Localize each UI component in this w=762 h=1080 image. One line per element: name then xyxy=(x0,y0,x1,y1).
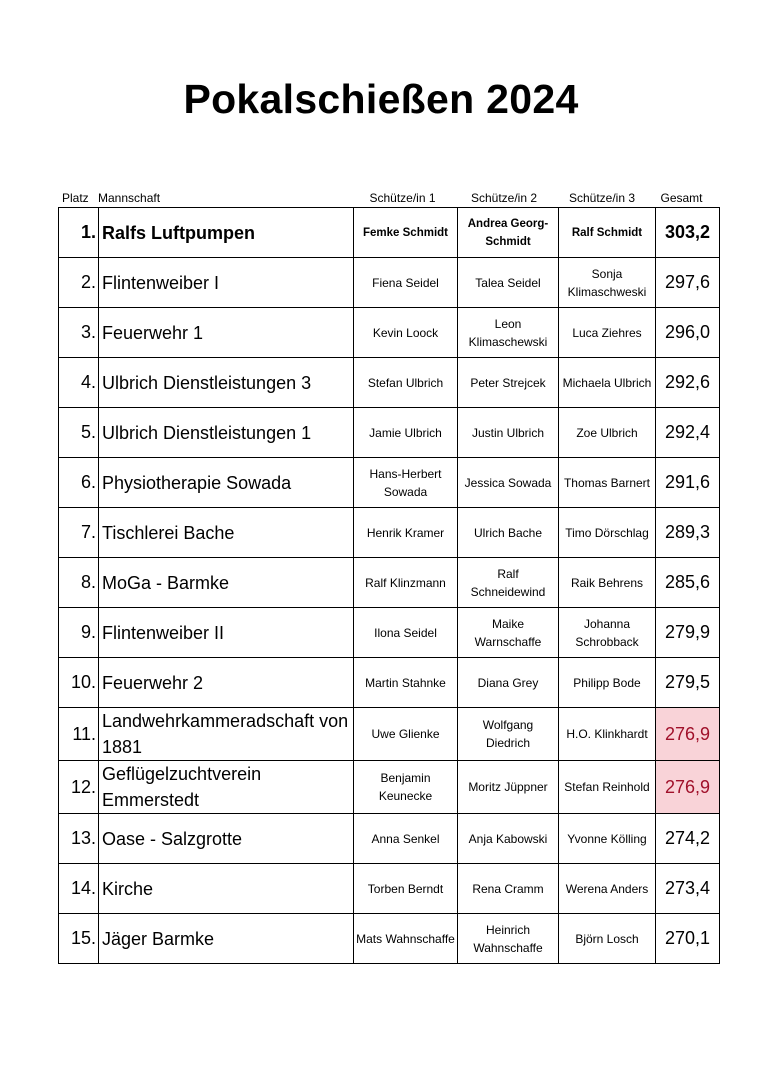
rank-cell: 13. xyxy=(59,814,99,864)
column-headers xyxy=(0,191,762,207)
schuetze-2-cell: Ulrich Bache xyxy=(458,508,559,558)
schuetze-1-cell: Mats Wahnschaffe xyxy=(354,914,458,964)
total-cell: 292,4 xyxy=(656,408,720,458)
schuetze-2-cell: Justin Ulbrich xyxy=(458,408,559,458)
schuetze-1-cell: Henrik Kramer xyxy=(354,508,458,558)
team-cell: Kirche xyxy=(99,864,354,914)
table-row xyxy=(59,708,720,761)
schuetze-2-cell: Anja Kabowski xyxy=(458,814,559,864)
header-schuetze-1: Schütze/in 1 xyxy=(369,191,436,205)
team-cell: Feuerwehr 2 xyxy=(99,658,354,708)
table-row xyxy=(59,814,720,864)
schuetze-2-cell: Jessica Sowada xyxy=(458,458,559,508)
schuetze-1-cell: Ralf Klinzmann xyxy=(354,558,458,608)
rank-cell: 3. xyxy=(59,308,99,358)
table-row xyxy=(59,508,720,558)
rank-cell: 7. xyxy=(59,508,99,558)
rank-cell: 4. xyxy=(59,358,99,408)
schuetze-1-cell: Ilona Seidel xyxy=(354,608,458,658)
table-row xyxy=(59,864,720,914)
schuetze-2-cell: Andrea Georg-Schmidt xyxy=(458,208,559,258)
schuetze-1-cell: Benjamin Keunecke xyxy=(354,761,458,814)
schuetze-2-cell: Moritz Jüppner xyxy=(458,761,559,814)
table-row xyxy=(59,358,720,408)
team-cell: Geflügelzuchtverein Emmerstedt xyxy=(99,761,354,814)
header-schuetze-2: Schütze/in 2 xyxy=(470,191,538,205)
header-gesamt: Gesamt xyxy=(660,191,703,205)
rank-cell: 14. xyxy=(59,864,99,914)
schuetze-3-cell: Raik Behrens xyxy=(559,558,656,608)
total-cell: 292,6 xyxy=(656,358,720,408)
team-cell: MoGa - Barmke xyxy=(99,558,354,608)
schuetze-1-cell: Jamie Ulbrich xyxy=(354,408,458,458)
schuetze-2-cell: Leon Klimaschewski xyxy=(458,308,559,358)
total-cell: 303,2 xyxy=(656,208,720,258)
schuetze-3-cell: Zoe Ulbrich xyxy=(559,408,656,458)
table-row xyxy=(59,258,720,308)
table-row xyxy=(59,408,720,458)
schuetze-2-cell: Heinrich Wahnschaffe xyxy=(458,914,559,964)
results-table xyxy=(58,207,720,964)
total-cell: 276,9 xyxy=(656,708,720,761)
table-row xyxy=(59,761,720,814)
rank-cell: 5. xyxy=(59,408,99,458)
table-row xyxy=(59,914,720,964)
schuetze-1-cell: Femke Schmidt xyxy=(354,208,458,258)
team-cell: Flintenweiber II xyxy=(99,608,354,658)
total-cell: 270,1 xyxy=(656,914,720,964)
team-cell: Jäger Barmke xyxy=(99,914,354,964)
header-schuetze-3: Schütze/in 3 xyxy=(568,191,636,205)
total-cell: 279,9 xyxy=(656,608,720,658)
team-cell: Feuerwehr 1 xyxy=(99,308,354,358)
schuetze-3-cell: Yvonne Kölling xyxy=(559,814,656,864)
rank-cell: 12. xyxy=(59,761,99,814)
total-cell: 296,0 xyxy=(656,308,720,358)
header-platz: Platz xyxy=(62,191,89,205)
rank-cell: 9. xyxy=(59,608,99,658)
schuetze-3-cell: Werena Anders xyxy=(559,864,656,914)
team-cell: Ulbrich Dienstleistungen 3 xyxy=(99,358,354,408)
schuetze-1-cell: Hans-Herbert Sowada xyxy=(354,458,458,508)
table-row xyxy=(59,458,720,508)
schuetze-3-cell: Sonja Klimaschweski xyxy=(559,258,656,308)
schuetze-3-cell: Michaela Ulbrich xyxy=(559,358,656,408)
header-mannschaft: Mannschaft xyxy=(98,191,161,205)
schuetze-2-cell: Rena Cramm xyxy=(458,864,559,914)
schuetze-1-cell: Kevin Loock xyxy=(354,308,458,358)
rank-cell: 15. xyxy=(59,914,99,964)
total-cell: 297,6 xyxy=(656,258,720,308)
document-title: Pokalschießen 2024 xyxy=(183,76,579,122)
schuetze-1-cell: Torben Berndt xyxy=(354,864,458,914)
schuetze-3-cell: Johanna Schrobback xyxy=(559,608,656,658)
table-row xyxy=(59,608,720,658)
schuetze-3-cell: H.O. Klinkhardt xyxy=(559,708,656,761)
team-cell: Flintenweiber I xyxy=(99,258,354,308)
schuetze-2-cell: Maike Warnschaffe xyxy=(458,608,559,658)
schuetze-2-cell: Talea Seidel xyxy=(458,258,559,308)
schuetze-1-cell: Uwe Glienke xyxy=(354,708,458,761)
total-cell: 273,4 xyxy=(656,864,720,914)
team-cell: Tischlerei Bache xyxy=(99,508,354,558)
schuetze-1-cell: Stefan Ulbrich xyxy=(354,358,458,408)
schuetze-3-cell: Philipp Bode xyxy=(559,658,656,708)
schuetze-2-cell: Diana Grey xyxy=(458,658,559,708)
total-cell: 285,6 xyxy=(656,558,720,608)
table-row xyxy=(59,208,720,258)
schuetze-2-cell: Peter Strejcek xyxy=(458,358,559,408)
rank-cell: 1. xyxy=(59,208,99,258)
total-cell: 289,3 xyxy=(656,508,720,558)
table-row xyxy=(59,308,720,358)
team-cell: Physiotherapie Sowada xyxy=(99,458,354,508)
schuetze-1-cell: Fiena Seidel xyxy=(354,258,458,308)
schuetze-3-cell: Ralf Schmidt xyxy=(559,208,656,258)
schuetze-3-cell: Luca Ziehres xyxy=(559,308,656,358)
schuetze-3-cell: Thomas Barnert xyxy=(559,458,656,508)
team-cell: Landwehrkammeradschaft von 1881 xyxy=(99,708,354,761)
rank-cell: 8. xyxy=(59,558,99,608)
schuetze-2-cell: Ralf Schneidewind xyxy=(458,558,559,608)
schuetze-1-cell: Martin Stahnke xyxy=(354,658,458,708)
table-row xyxy=(59,558,720,608)
rank-cell: 2. xyxy=(59,258,99,308)
total-cell: 276,9 xyxy=(656,761,720,814)
schuetze-3-cell: Stefan Reinhold xyxy=(559,761,656,814)
schuetze-3-cell: Timo Dörschlag xyxy=(559,508,656,558)
team-cell: Ralfs Luftpumpen xyxy=(99,208,354,258)
rank-cell: 6. xyxy=(59,458,99,508)
total-cell: 279,5 xyxy=(656,658,720,708)
table-row xyxy=(59,658,720,708)
rank-cell: 11. xyxy=(59,708,99,761)
schuetze-1-cell: Anna Senkel xyxy=(354,814,458,864)
total-cell: 291,6 xyxy=(656,458,720,508)
team-cell: Ulbrich Dienstleistungen 1 xyxy=(99,408,354,458)
schuetze-2-cell: Wolfgang Diedrich xyxy=(458,708,559,761)
team-cell: Oase - Salzgrotte xyxy=(99,814,354,864)
total-cell: 274,2 xyxy=(656,814,720,864)
schuetze-3-cell: Björn Losch xyxy=(559,914,656,964)
rank-cell: 10. xyxy=(59,658,99,708)
